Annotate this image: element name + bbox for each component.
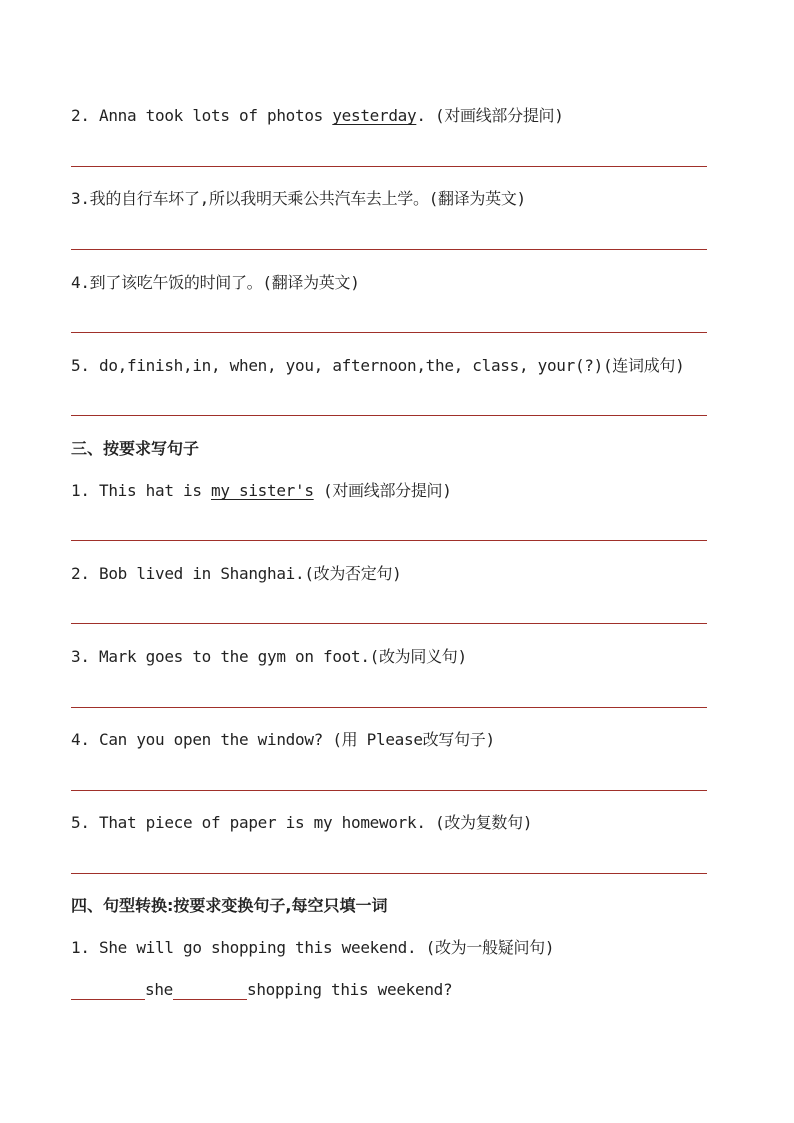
fill-in-answer-row [71,980,452,1000]
question-3-4: 4. Can you open the window? (用 Please改写句子) [71,730,495,749]
underlined-phrase: my sister's [211,481,314,500]
question-2-2 [71,106,564,126]
answer-line[interactable] [71,540,707,541]
question-2-3: 3.我的自行车坏了,所以我明天乘公共汽车去上学。(翻译为英文) [71,189,526,208]
section-3-heading: 三、按要求写句子 [71,439,200,458]
question-3-2: 2. Bob lived in Shanghai.(改为否定句) [71,564,402,583]
question-4-1: 1. She will go shopping this weekend. (改为一般疑问句) [71,938,555,957]
blank-input[interactable] [173,983,247,1000]
answer-line[interactable] [71,790,707,791]
question-text: 1. This hat is [71,481,211,500]
question-2-5: 5. do,finish,in, when, you, afternoon,the, class, your(?)(连词成句) [71,356,685,375]
question-text: 2. Anna took lots of photos [71,106,333,125]
section-4-heading: 四、句型转换:按要求变换句子,每空只填一词 [71,896,388,915]
answer-line[interactable] [71,415,707,416]
answer-line[interactable] [71,166,707,167]
underlined-phrase: yesterday [332,106,417,125]
answer-line[interactable] [71,873,707,874]
question-3-1 [71,481,452,501]
answer-line[interactable] [71,332,707,333]
blank-input[interactable] [71,983,145,1000]
question-3-3: 3. Mark goes to the gym on foot.(改为同义句) [71,647,467,666]
answer-line[interactable] [71,249,707,250]
question-2-4: 4.到了该吃午饭的时间了。(翻译为英文) [71,273,360,292]
question-instruction: (对画线部分提问) [313,481,452,500]
question-3-5: 5. That piece of paper is my homework. (改为复数句) [71,813,533,832]
question-instruction: . (对画线部分提问) [416,106,564,125]
answer-line[interactable] [71,623,707,624]
answer-word: shopping this weekend? [247,980,453,999]
answer-line[interactable] [71,707,707,708]
answer-word: she [145,980,173,999]
